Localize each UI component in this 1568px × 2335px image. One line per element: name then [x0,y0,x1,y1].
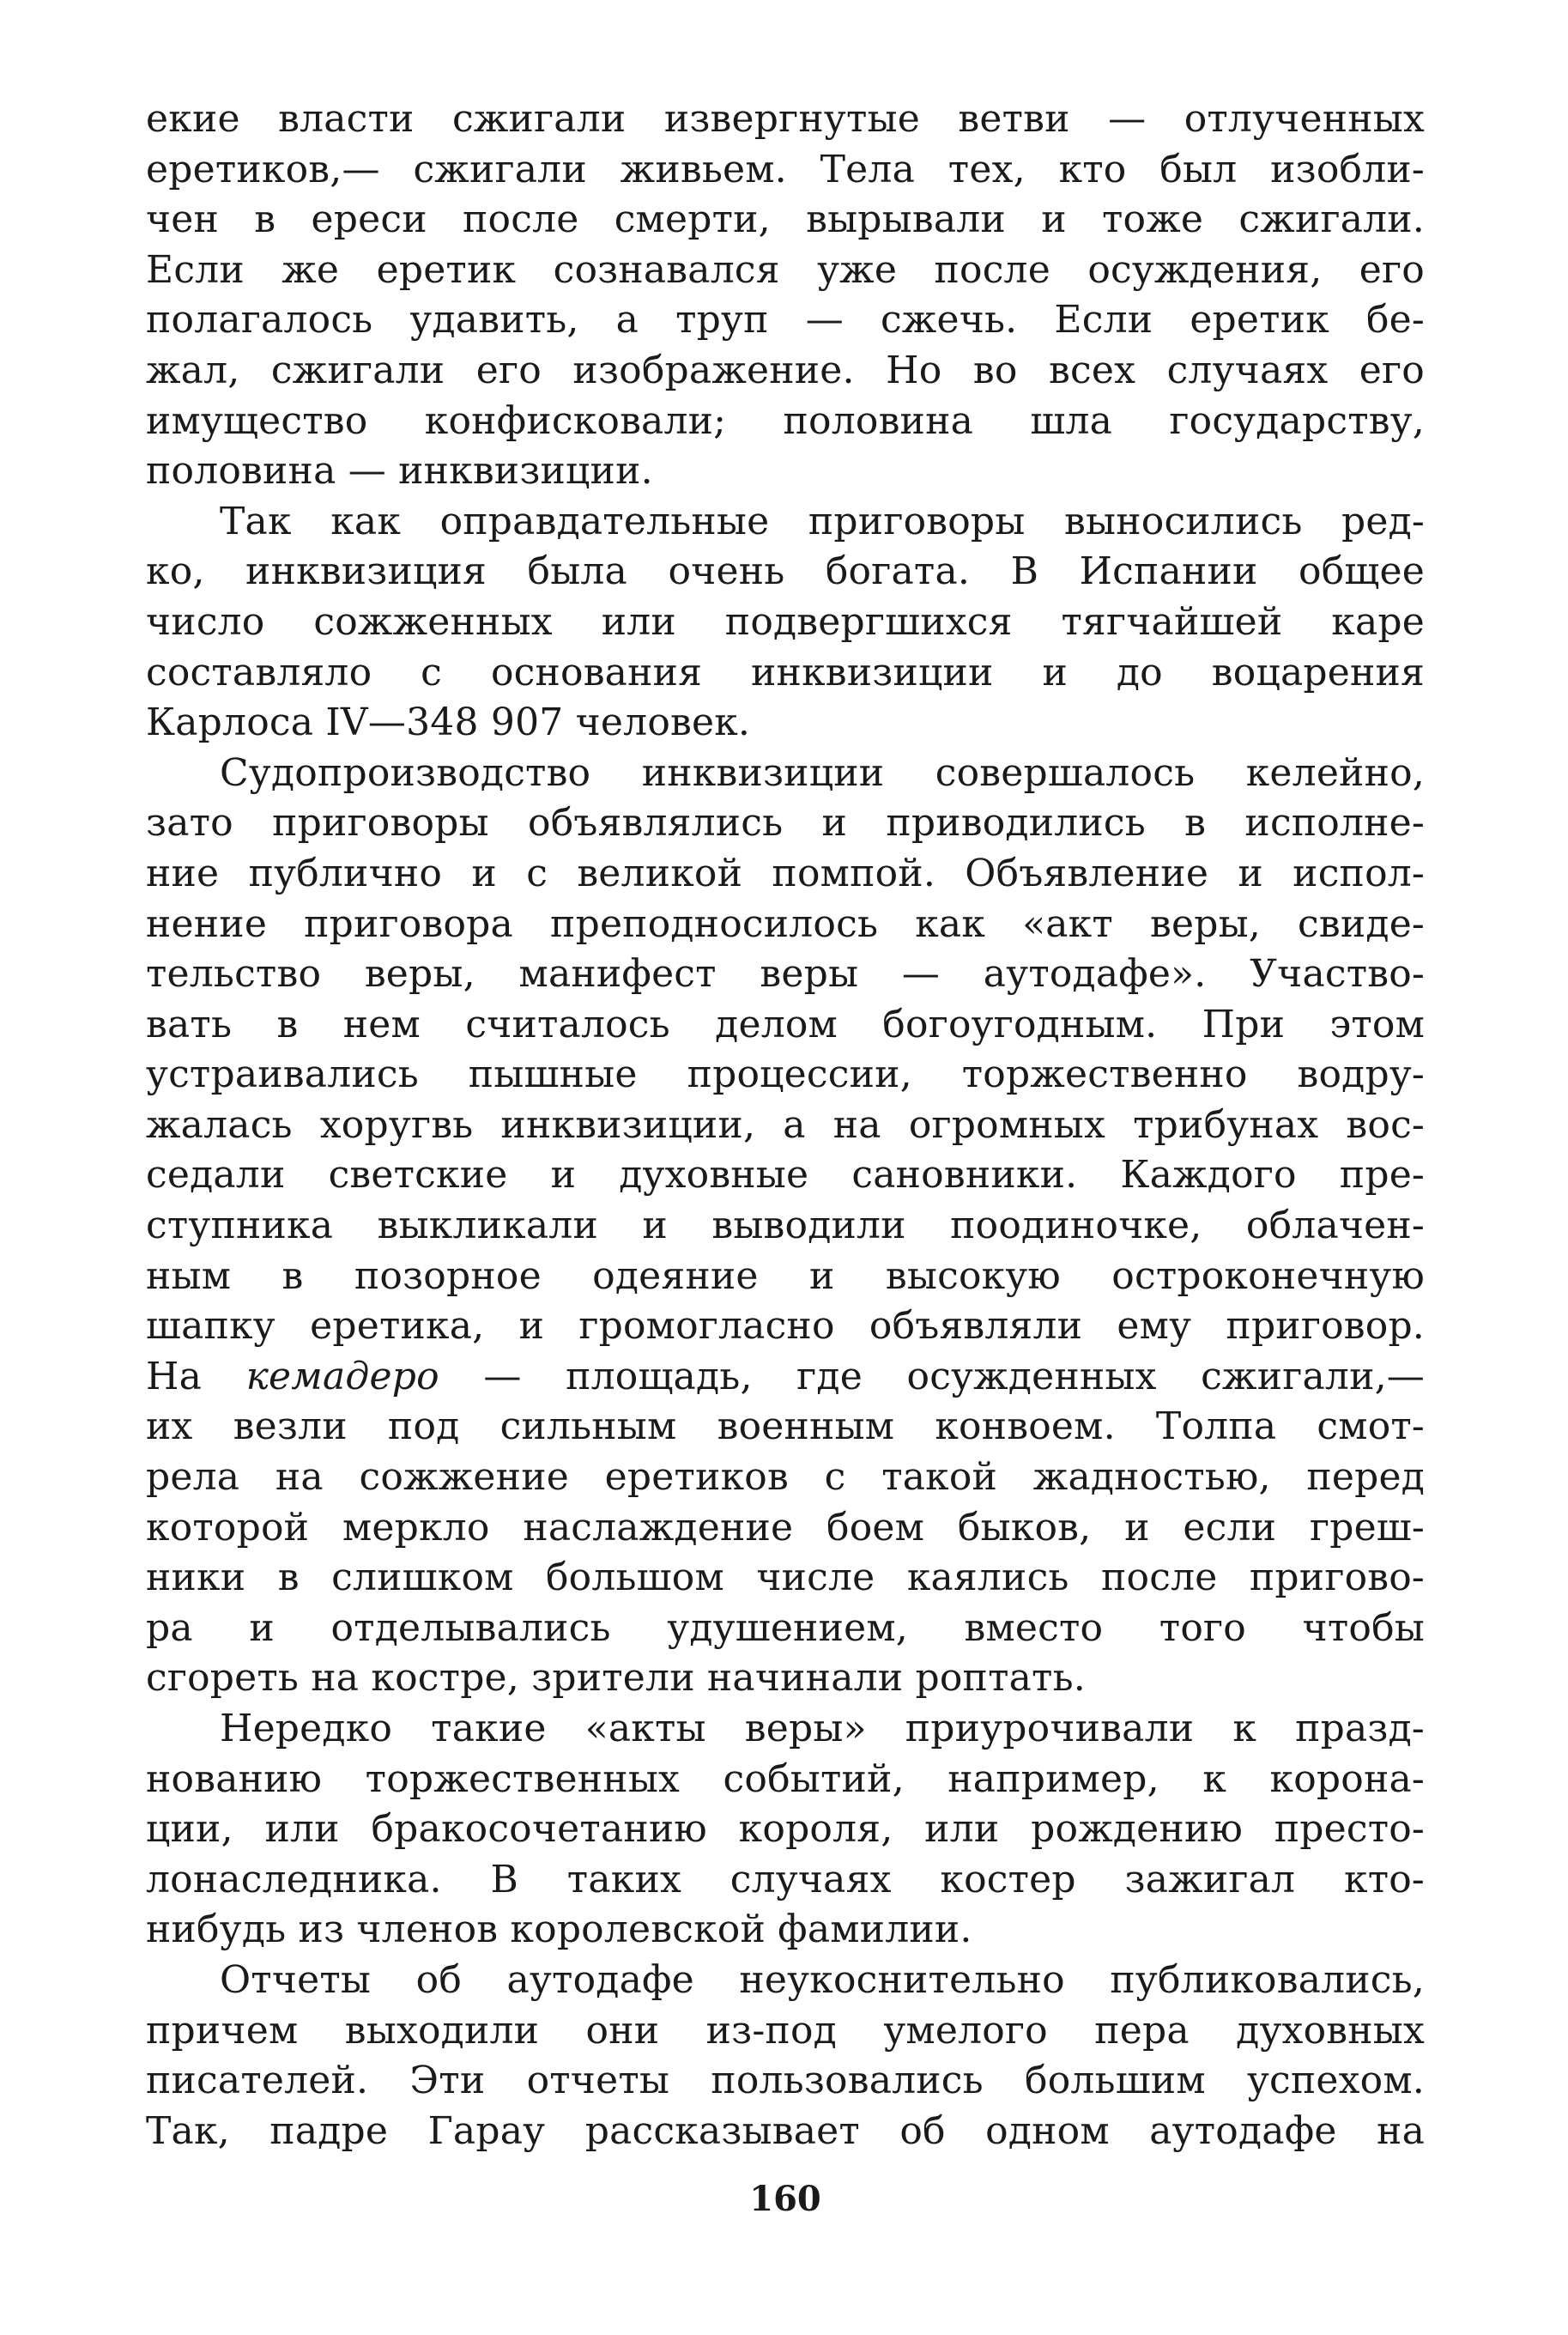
text-line: Карлоса IV—348 907 человек. [146,700,751,745]
book-page [146,94,1425,2275]
text-line: жалась хоругвь инквизиции, а на огромных трибунах вос- [146,1102,1425,1147]
paragraph-first-line: Судопроизводство инквизиции совершалось келейно, [220,750,1425,795]
text-line: ступника выкликали и выводили поодиночке, облачен- [146,1204,1425,1248]
text-line: сгореть на костре, зрители начинали роптать. [146,1656,1086,1701]
text-line: причем выходили они из-под умелого пера духовных [146,2008,1425,2053]
page-number: 160 [749,2179,821,2219]
text-line: тельство веры, манифест веры — аутодафе». Участво- [146,952,1425,997]
paragraph-first-line: Так как оправдательные приговоры выносились ред- [220,499,1425,543]
text-line: ции, или бракосочетанию короля, или рождению престо- [146,1807,1425,1852]
text-line: екие власти сжигали извергнутые ветви — отлученных [146,97,1425,141]
text-line: которой меркло наслаждение боем быков, и если греш- [146,1505,1425,1550]
text-line: половина — инквизиции. [146,449,653,494]
text-line: устраивались пышные процессии, торжественно водру- [146,1052,1425,1097]
text-line: ным в позорное одеяние и высокую остроконечную [146,1253,1425,1298]
text-line: ра и отделывались удушением, вместо того чтобы [146,1605,1425,1650]
text-line: Если же еретик сознавался уже после осуждения, его [146,247,1425,292]
text-line: нованию торжественных событий, например, к корона- [146,1756,1425,1801]
text-line: шапку еретика, и громогласно объявляли ему приговор. [146,1304,1425,1349]
text-line: нибудь из членов королевской фамилии. [146,1907,972,1952]
text-line: еретиков,— сжигали живьем. Тела тех, кто был изобли- [146,147,1425,191]
text-line: седали светские и духовные сановники. Каждого пре- [146,1153,1425,1198]
line-text-start: На [146,1354,246,1398]
text-line: писателей. Эти отчеты пользовались большим успехом. [146,2059,1425,2103]
paragraph-first-line: Отчеты об аутодафе неукоснительно публиковались, [220,1957,1425,2002]
line-text-end: — площадь, где осужденных сжигали,— [439,1354,1425,1398]
text-line: рела на сожжение еретиков с такой жадностью, перед [146,1455,1425,1500]
text-line: нение приговора преподносилось как «акт веры, свиде- [146,901,1425,946]
text-line: ние публично и с великой помпой. Объявление и испол- [146,851,1425,895]
body-text [146,94,1425,2156]
text-line: имущество конфисковали; половина шла государству, [146,398,1425,443]
text-line: число сожженных или подвергшихся тягчайшей каре [146,599,1425,644]
italic-term-kemadero: кемадеро [245,1354,439,1398]
text-line: составляло с основания инквизиции и до воцарения [146,650,1425,694]
text-line-with-italic [146,1352,1425,1403]
text-line: Так, падре Гарау рассказывает об одном аутодафе на [146,2108,1425,2153]
text-line: жал, сжигали его изображение. Но во всех случаях его [146,348,1425,392]
text-line: ники в слишком большом числе каялись после пригово- [146,1556,1425,1600]
paragraph-first-line: Нередко такие «акты веры» приурочивали к празд- [220,1707,1425,1750]
text-line: лонаследника. В таких случаях костер зажигал кто- [146,1857,1425,1901]
text-line: их везли под сильным военным конвоем. Толпа смот- [146,1404,1425,1449]
text-line: вать в нем считалось делом богоугодным. При этом [146,1002,1425,1046]
text-line: зато приговоры объявлялись и приводились в исполне- [146,801,1425,846]
text-line: ко, инквизиция была очень богата. В Испании общее [146,549,1425,594]
text-line: полагалось удавить, а труп — сжечь. Если еретик бе- [146,298,1425,343]
text-line: чен в ереси после смерти, вырывали и тоже сжигали. [146,197,1425,242]
